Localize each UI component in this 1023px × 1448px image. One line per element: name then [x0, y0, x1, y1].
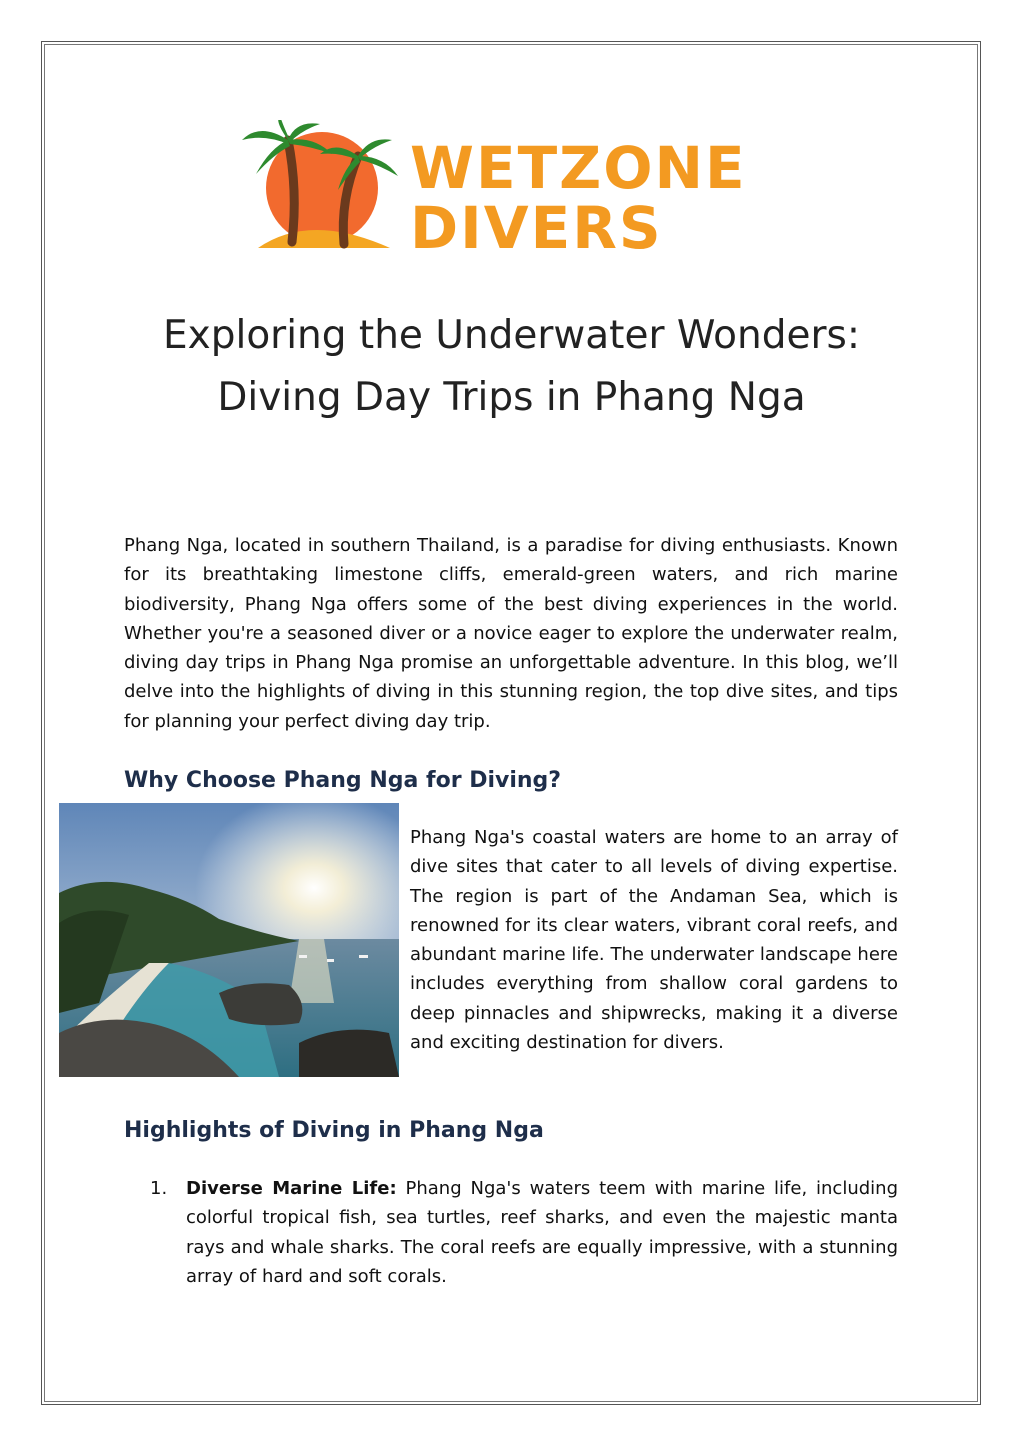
section-heading-why: Why Choose Phang Nga for Diving?	[124, 768, 562, 793]
svg-text:WETZONE: WETZONE	[410, 134, 747, 202]
list-item	[150, 1174, 898, 1291]
section-heading-highlights: Highlights of Diving in Phang Nga	[124, 1118, 544, 1143]
intro-paragraph: Phang Nga, located in southern Thailand, is a paradise for diving enthusiasts. Known for its breathtaking limestone cliffs, emerald-green waters, and rich marine biodiversity, Phang Nga offers some of the best diving experiences in the world. Whether you're a seasoned diver or a novice eager to explore the underwater realm, diving day trips in Phang Nga promise an unforgettable adventure. In this blog, we’ll delve into the highlights of diving in this stunning region, the top dive sites, and tips for planning your perfect diving day trip.	[124, 535, 898, 732]
list-item-text: Phang Nga's waters teem with marine life, including colorful tropical fish, sea turtles, reef sharks, and even the majestic manta rays and whale sharks. The coral reefs are equally impressive, with a stunning array of hard and soft corals.	[186, 1178, 899, 1287]
page-title-line1: Exploring the Underwater Wonders:	[163, 313, 860, 358]
wetzone-divers-logo	[240, 120, 750, 260]
list-item-number: 1.	[150, 1178, 168, 1199]
why-paragraph: Phang Nga's coastal waters are home to an array of dive sites that cater to all levels of diving expertise. The region is part of the Andaman Sea, which is renowned for its clear waters, vibrant coral reefs, and abundant marine life. The underwater landscape here includes everything from shallow coral gardens to deep pinnacles and shipwrecks, making it a diverse and exciting destination for divers.	[410, 827, 898, 1054]
page-title	[60, 305, 963, 429]
list-item-term: Diverse Marine Life:	[186, 1178, 397, 1199]
highlights-list	[150, 1174, 898, 1291]
page-title-line2: Diving Day Trips in Phang Nga	[217, 375, 806, 420]
svg-text:DIVERS: DIVERS	[410, 194, 663, 260]
coastline-photo	[59, 803, 399, 1077]
island-shape	[258, 230, 390, 248]
